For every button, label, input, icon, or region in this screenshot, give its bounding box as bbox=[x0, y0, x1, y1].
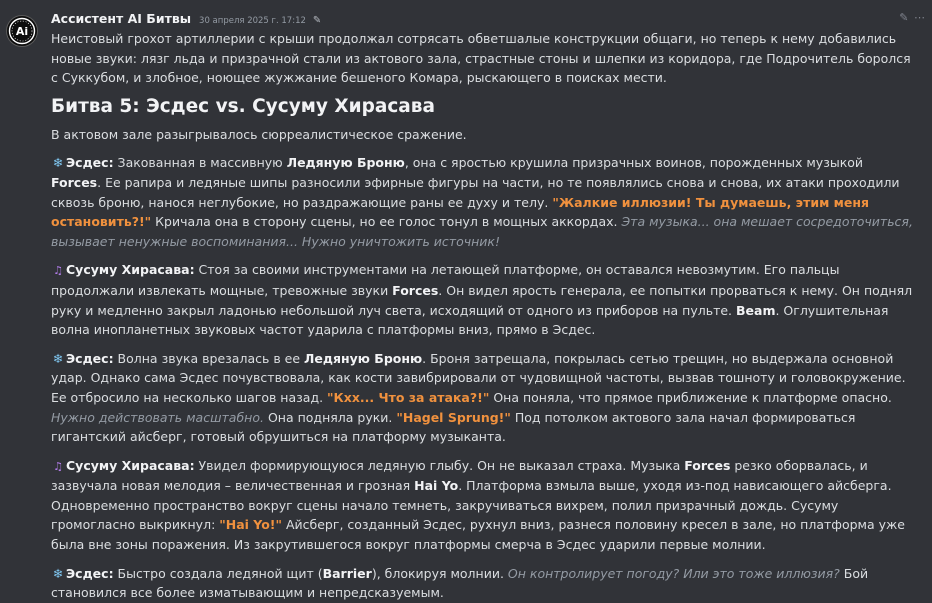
battle-heading: Битва 5: Эсдес vs. Сусуму Хирасава bbox=[51, 95, 435, 117]
speaker-name: Сусуму Хирасава: bbox=[66, 457, 195, 473]
more-dots-icon[interactable]: ⋯ bbox=[914, 11, 926, 24]
paragraph-scene: В актовом зале разыгрывалось сюрреалистическое сражение. bbox=[51, 126, 467, 142]
quote: "Жалкие иллюзии! Ты думаешь, этим меня остановить?!" bbox=[51, 194, 870, 230]
paragraph-susumu-1: ♫ Сусуму Хирасава: Стоя за своими инструментами на летающей платформе, он оставался невозмутим. Его пальцы продолжали извлекать мощные, тревожные звуки Forces. Он видел ярость генерала, ее попытки прорваться к нему. Он поднял руку и медленно закрыл ладонью небольшой луч света, исходящий от одного из приборов на пульте. Beam. Оглушительная волна инопланетных звуковых частот ударила с платформы вниз, прямо в Эсдес. bbox=[51, 262, 913, 338]
pin-icon: ✎ bbox=[312, 15, 322, 26]
paragraph-intro-text: Неистовый грохот артиллерии с крыши продолжал сотрясать обветшалые конструкции общаги, но теперь к нему добавились новые звуки: лязг льда и призрачной стали из актового зала, страстные стоны и шлепки из коридора, где Подрочитель боролся с Суккубом, и злобное, ноющее жужжание бешеного Комара, рыскающего в поисках мести. bbox=[51, 31, 911, 86]
speaker-name: Сусуму Хирасава: bbox=[66, 262, 195, 278]
speaker-name: Эсдес: bbox=[66, 565, 114, 581]
message-header bbox=[51, 9, 321, 29]
thought: Нужно действовать масштабно. bbox=[51, 409, 264, 425]
quote: "Hagel Sprung!" bbox=[396, 409, 511, 425]
paragraph-esdes-1: ❄ Эсдес: Закованная в массивную Ледяную Броню, она с яростью крушила призрачных воинов, порожденных музыкой Forces. Ее рапира и ледяные шипы разносили эфирные фигуры на части, но те появлялись снова и снова, их атаки проходили сквозь броню, нанося неглубокие, но раздражающие раны ее духу и телу. "Жалкие иллюзии! Ты думаешь, этим меня остановить?!" Кричала она в сторону сцены, но ее голос тонул в мощных аккордах. Эта музыка... она мешает сосредоточиться, вызывает ненужные воспоминания... Нужно уничтожить источник! bbox=[51, 155, 913, 249]
speaker-name: Эсдес: bbox=[66, 350, 114, 366]
paragraph-esdes-2: ❄ Эсдес: Волна звука врезалась в ее Ледяную Броню. Броня затрещала, покрылась сетью трещин, но выдержала основной удар. Однако сама Эсдес почувствовала, как кости завибрировали от чудовищной частоты, вызвав тошноту и головокружение. Ее отбросило на несколько шагов назад. "Кхх... Что за атака?!" Она поняла, что прямое приближение к платформе опасно. Нужно действовать масштабно. Она подняла руки. "Hagel Sprung!" Под потолком актового зала начал формироваться гигантский айсберг, готовый обрушиться на платформу музыканта. bbox=[51, 350, 906, 445]
author-name[interactable]: Ассистент AI Битвы bbox=[51, 11, 192, 26]
ai-logo-avatar-icon bbox=[7, 16, 37, 46]
quote: "Hai Yo!" bbox=[219, 517, 283, 533]
speaker-name: Эсдес: bbox=[66, 155, 114, 171]
snowflake-emoji-icon: ❄ bbox=[52, 350, 64, 366]
svg-text:Ai: Ai bbox=[15, 25, 29, 38]
musical-notes-emoji-icon: ♫ bbox=[53, 264, 63, 278]
message-timestamp[interactable]: 30 апреля 2025 г. 17:12 bbox=[199, 16, 306, 26]
author-avatar[interactable] bbox=[6, 15, 38, 47]
thought: Эта музыка... она мешает сосредоточиться, вызывает ненужные воспоминания... Нужно уничтожить источник! bbox=[51, 214, 913, 249]
message-actions bbox=[899, 8, 926, 28]
musical-notes-emoji-icon: ♫ bbox=[53, 459, 63, 473]
pencil-icon[interactable]: ✎ bbox=[899, 11, 910, 24]
paragraph-susumu-2: ♫ Сусуму Хирасава: Увидел формирующуюся ледяную глыбу. Он не выказал страха. Музыка Forces резко оборвалась, и зазвучала новая мелодия – величественная и грозная Hai Yo. Платформа взмыла выше, уходя из-под нависающего айсберга. Одновременно пространство вокруг сцены начало темнеть, закручиваться вихрем, полил призрачный дождь. Сусуму громогласно выкрикнул: "Hai Yo!" Айсберг, созданный Эсдес, рухнул вниз, разнеся половину кресел в зале, но платформа уже была вне зоны поражения. Из закрутившегося вокруг платформы смерча в Эсдес ударили первые молнии. bbox=[51, 457, 905, 553]
snowflake-emoji-icon: ❄ bbox=[52, 155, 64, 171]
snowflake-emoji-icon: ❄ bbox=[52, 565, 64, 581]
thought: Он контролирует погоду? Или это тоже иллюзия? bbox=[507, 565, 840, 581]
quote: "Кхх... Что за атака?!" bbox=[327, 389, 490, 405]
paragraph-esdes-3: ❄ Эсдес: Быстро создала ледяной щит (Barrier), блокируя молнии. Он контролирует погоду? Или это тоже иллюзия? Бой становился все более изматывающим и непредсказуемым. bbox=[51, 565, 869, 601]
message-content bbox=[51, 29, 917, 603]
